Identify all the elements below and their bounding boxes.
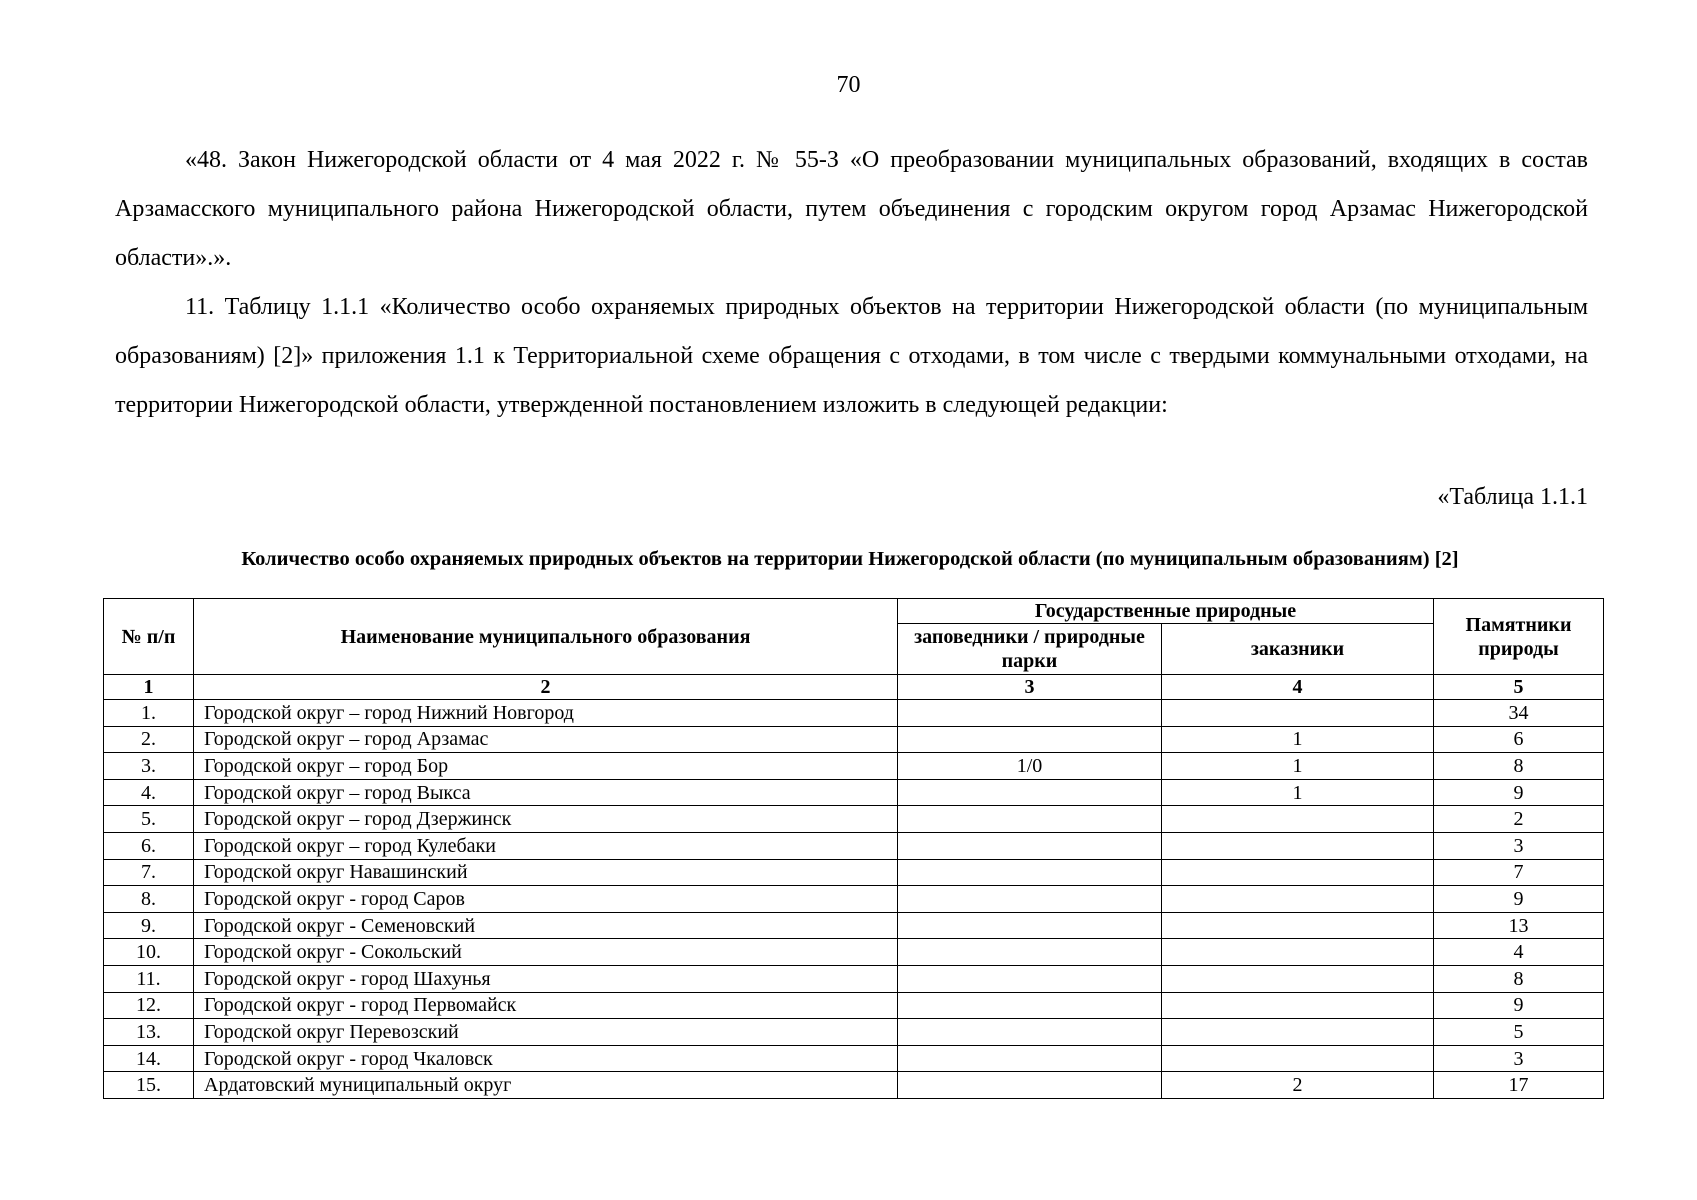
row-sanctuaries [1162, 965, 1434, 992]
row-reserves [898, 726, 1162, 753]
column-number: 3 [898, 675, 1162, 700]
row-monuments: 9 [1434, 992, 1604, 1019]
row-reserves [898, 939, 1162, 966]
table-row [104, 965, 1604, 992]
protected-areas-table [103, 598, 1604, 1099]
table-row [104, 700, 1604, 727]
table-row [104, 1019, 1604, 1046]
row-reserves [898, 912, 1162, 939]
row-monuments: 3 [1434, 832, 1604, 859]
header-monuments: Памятники природы [1434, 599, 1604, 675]
row-num: 11. [104, 965, 194, 992]
row-reserves: 1/0 [898, 753, 1162, 780]
row-monuments: 9 [1434, 779, 1604, 806]
row-sanctuaries: 1 [1162, 753, 1434, 780]
row-name: Городской округ - город Шахунья [194, 965, 898, 992]
row-num: 12. [104, 992, 194, 1019]
table-row [104, 859, 1604, 886]
row-name: Городской округ - город Саров [194, 886, 898, 913]
paragraph-text: «48. Закон Нижегородской области от 4 мая 2022 г. № 55-З «О преобразовании муниципальных образований, входящих в состав Арзамасского муниципального района Нижегородской области, путем объединения с городским округом город Арзамас Нижегородской области».». [115, 147, 1588, 271]
row-num: 6. [104, 832, 194, 859]
header-name: Наименование муниципального образования [194, 599, 898, 675]
row-monuments: 2 [1434, 806, 1604, 833]
row-reserves [898, 859, 1162, 886]
row-reserves [898, 832, 1162, 859]
row-num: 13. [104, 1019, 194, 1046]
row-reserves [898, 965, 1162, 992]
row-monuments: 13 [1434, 912, 1604, 939]
header-num: № п/п [104, 599, 194, 675]
row-num: 14. [104, 1045, 194, 1072]
row-name: Городской округ – город Кулебаки [194, 832, 898, 859]
row-name: Городской округ - город Первомайск [194, 992, 898, 1019]
row-sanctuaries [1162, 939, 1434, 966]
paragraph-table-amendment [115, 283, 1588, 430]
table-row [104, 753, 1604, 780]
row-name: Ардатовский муниципальный округ [194, 1072, 898, 1099]
row-name: Городской округ - Сокольский [194, 939, 898, 966]
page-number: 70 [836, 72, 861, 98]
row-num: 7. [104, 859, 194, 886]
row-monuments: 8 [1434, 965, 1604, 992]
table-row [104, 726, 1604, 753]
row-num: 4. [104, 779, 194, 806]
row-reserves [898, 1045, 1162, 1072]
row-sanctuaries [1162, 832, 1434, 859]
row-name: Городской округ – город Нижний Новгород [194, 700, 898, 727]
row-sanctuaries [1162, 806, 1434, 833]
row-monuments: 9 [1434, 886, 1604, 913]
row-reserves [898, 806, 1162, 833]
row-num: 2. [104, 726, 194, 753]
row-sanctuaries [1162, 1045, 1434, 1072]
header-sanctuaries: заказники [1162, 624, 1434, 675]
table-row [104, 886, 1604, 913]
row-sanctuaries [1162, 859, 1434, 886]
row-reserves [898, 779, 1162, 806]
table-label: «Таблица 1.1.1 [1437, 484, 1588, 510]
row-num: 8. [104, 886, 194, 913]
row-name: Городской округ Перевозский [194, 1019, 898, 1046]
row-monuments: 7 [1434, 859, 1604, 886]
row-num: 1. [104, 700, 194, 727]
row-sanctuaries [1162, 1019, 1434, 1046]
row-num: 10. [104, 939, 194, 966]
header-state-group: Государственные природные [898, 599, 1434, 624]
row-monuments: 3 [1434, 1045, 1604, 1072]
row-sanctuaries [1162, 700, 1434, 727]
row-num: 9. [104, 912, 194, 939]
row-name: Городской округ Навашинский [194, 859, 898, 886]
row-monuments: 6 [1434, 726, 1604, 753]
row-monuments: 17 [1434, 1072, 1604, 1099]
paragraph-text: 11. Таблицу 1.1.1 «Количество особо охраняемых природных объектов на территории Нижегородской области (по муниципальным образованиям) [2]» приложения 1.1 к Территориальной схеме обращения с отходами, в том числе с твердыми коммунальными отходами, на территории Нижегородской области, утвержденной постановлением изложить в следующей редакции: [115, 294, 1588, 418]
row-sanctuaries: 1 [1162, 779, 1434, 806]
row-reserves [898, 1019, 1162, 1046]
row-reserves [898, 700, 1162, 727]
table-row [104, 912, 1604, 939]
paragraph-law-reference [115, 136, 1588, 283]
row-num: 15. [104, 1072, 194, 1099]
column-number: 1 [104, 675, 194, 700]
column-number: 2 [194, 675, 898, 700]
table-row [104, 1045, 1604, 1072]
row-name: Городской округ – город Выкса [194, 779, 898, 806]
row-reserves [898, 886, 1162, 913]
row-name: Городской округ - Семеновский [194, 912, 898, 939]
row-reserves [898, 992, 1162, 1019]
row-monuments: 5 [1434, 1019, 1604, 1046]
table-row [104, 806, 1604, 833]
table-row [104, 1072, 1604, 1099]
row-sanctuaries [1162, 992, 1434, 1019]
header-reserves: заповедники / природные парки [898, 624, 1162, 675]
table-row [104, 779, 1604, 806]
row-sanctuaries [1162, 912, 1434, 939]
row-monuments: 34 [1434, 700, 1604, 727]
row-name: Городской округ - город Чкаловск [194, 1045, 898, 1072]
row-sanctuaries [1162, 886, 1434, 913]
table-row [104, 939, 1604, 966]
row-name: Городской округ – город Бор [194, 753, 898, 780]
column-number: 4 [1162, 675, 1434, 700]
table-title: Количество особо охраняемых природных объектов на территории Нижегородской области (по муниципальным образованиям) [2] [241, 548, 1459, 570]
row-sanctuaries: 2 [1162, 1072, 1434, 1099]
row-num: 5. [104, 806, 194, 833]
row-num: 3. [104, 753, 194, 780]
row-sanctuaries: 1 [1162, 726, 1434, 753]
row-name: Городской округ – город Дзержинск [194, 806, 898, 833]
row-reserves [898, 1072, 1162, 1099]
column-number: 5 [1434, 675, 1604, 700]
row-name: Городской округ – город Арзамас [194, 726, 898, 753]
table-row [104, 992, 1604, 1019]
table-row [104, 832, 1604, 859]
row-monuments: 4 [1434, 939, 1604, 966]
row-monuments: 8 [1434, 753, 1604, 780]
